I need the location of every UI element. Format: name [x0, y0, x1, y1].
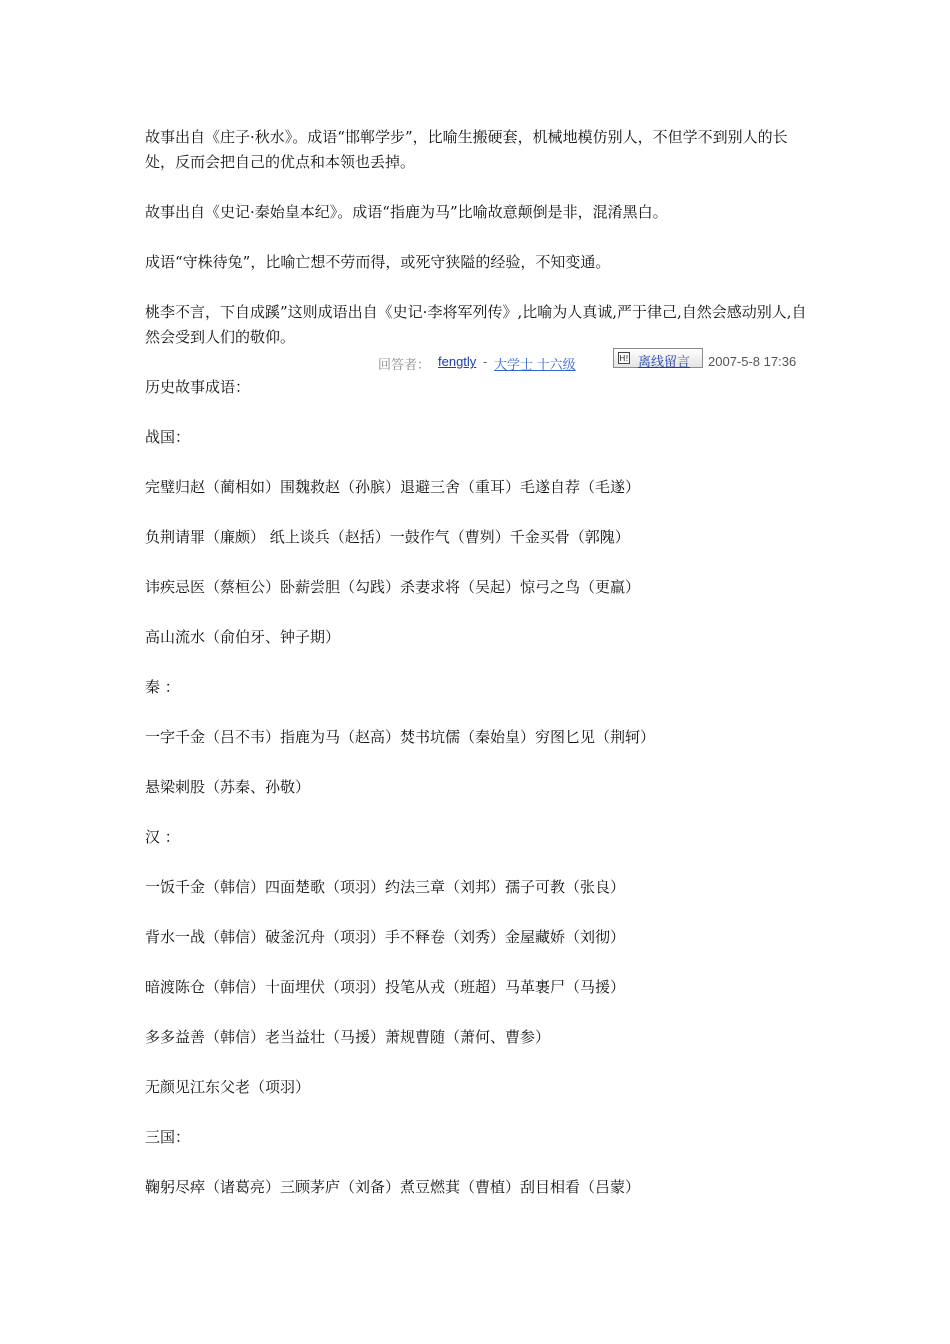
- separator: -: [483, 354, 488, 369]
- answerer-label: 回答者：: [378, 357, 431, 372]
- idiom-line: 负荆请罪（廉颇） 纸上谈兵（赵括）一鼓作气（曹刿）千金买骨（郭隗）: [145, 528, 630, 546]
- idiom-line: 一字千金（吕不韦）指鹿为马（赵高）焚书坑儒（秦始皇）穷图匕见（荆轲）: [145, 728, 656, 746]
- idiom-line: 讳疾忌医（蔡桓公）卧薪尝胆（勾践）杀妻求将（吴起）惊弓之鸟（更羸）: [145, 578, 641, 596]
- offline-message-button[interactable]: [613, 348, 703, 368]
- paragraph: 故事出自《庄子·秋水》。成语“邯郸学步”，比喻生搬硬套，机械地模仿别人，不但学不到别人的长处，反而会把自己的优点和本领也丢掉。: [145, 128, 788, 171]
- era-heading: 秦 ：: [145, 678, 180, 696]
- paragraph: 成语“守株待兔”，比喻亡想不劳而得，或死守狭隘的经验，不知变通。: [145, 253, 611, 271]
- offline-message-label: 离线留言: [638, 355, 691, 370]
- era-heading: 汉 ：: [145, 828, 180, 846]
- idiom-line: 背水一战（韩信）破釜沉舟（项羽）手不释卷（刘秀）金屋藏娇（刘彻）: [145, 928, 626, 946]
- paragraph: 桃李不言，下自成蹊”这则成语出自《史记·李将军列传》,比喻为人真诚,严于律己,自然会感动别人,自然会受到人们的敬仰。: [145, 303, 807, 346]
- idiom-line: 多多益善（韩信）老当益壮（马援）萧规曹随（萧何、曹参）: [145, 1028, 551, 1046]
- era-heading: 三国：: [145, 1128, 191, 1146]
- idiom-line: 一饭千金（韩信）四面楚歌（项羽）约法三章（刘邦）孺子可教（张良）: [145, 878, 626, 896]
- idiom-line: 无颜见江东父老（项羽）: [145, 1078, 311, 1096]
- section-heading: 历史故事成语：: [145, 378, 251, 396]
- idiom-line: 鞠躬尽瘁（诸葛亮）三顾茅庐（刘备）煮豆燃萁（曹植）刮目相看（吕蒙）: [145, 1178, 641, 1196]
- answerer-link[interactable]: fengtly: [438, 354, 477, 369]
- idiom-line: 高山流水（俞伯牙、钟子期）: [145, 628, 341, 646]
- era-heading: 战国：: [145, 428, 191, 446]
- answer-info-bar: [378, 348, 818, 372]
- idiom-line: 暗渡陈仓（韩信）十面埋伏（项羽）投笔从戎（班超）马革裹尸（马援）: [145, 978, 626, 996]
- message-icon: H!: [619, 354, 629, 363]
- idiom-line: 完璧归赵（蔺相如）围魏救赵（孙膑）退避三舍（重耳）毛遂自荐（毛遂）: [145, 478, 641, 496]
- answer-date: 2007-5-8 17:36: [708, 354, 797, 369]
- idiom-line: 悬梁刺股（苏秦、孙敬）: [145, 778, 311, 796]
- level-link[interactable]: 大学士 十六级: [494, 357, 576, 372]
- paragraph: 故事出自《史记·秦始皇本纪》。成语“指鹿为马”比喻故意颠倒是非，混淆黑白。: [145, 203, 668, 221]
